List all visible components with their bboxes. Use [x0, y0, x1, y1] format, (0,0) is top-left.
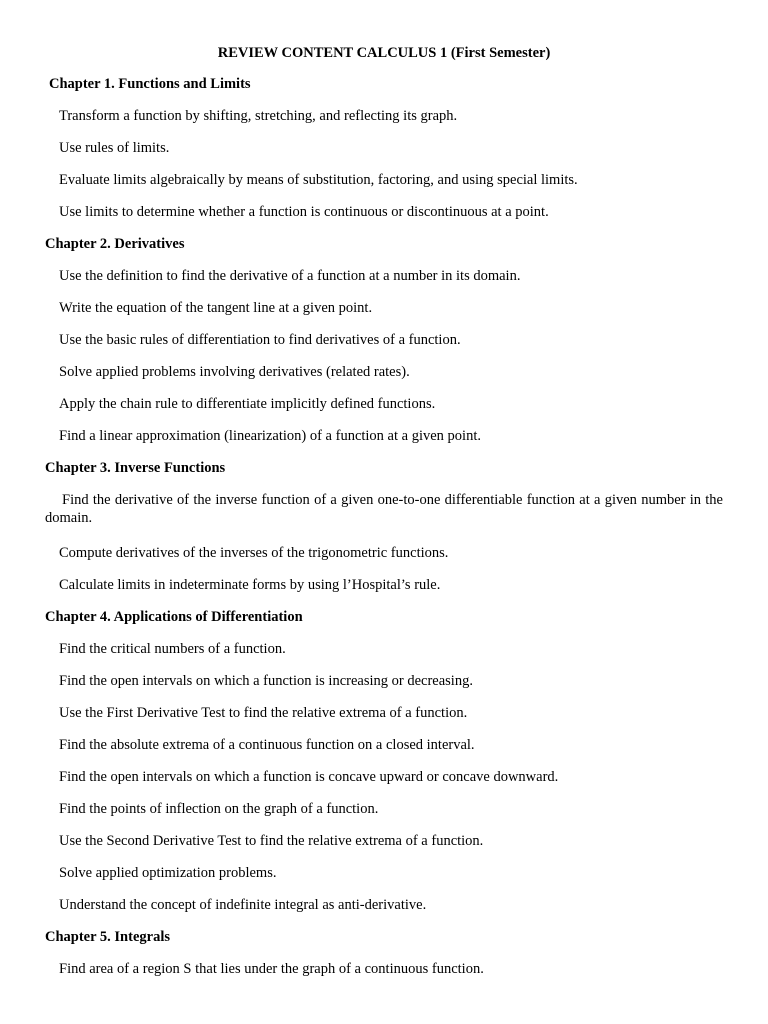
chapter-4-item: Solve applied optimization problems.: [59, 865, 277, 881]
chapter-4-item: Use the Second Derivative Test to find the relative extrema of a function.: [59, 833, 484, 849]
chapter-1-heading: Chapter 1. Functions and Limits: [49, 76, 251, 92]
chapter-4-item: Find the absolute extrema of a continuous function on a closed interval.: [59, 737, 475, 753]
chapter-4-item: Understand the concept of indefinite integral as anti-derivative.: [59, 897, 427, 913]
chapter-4-item: Find the points of inflection on the graph of a function.: [59, 801, 379, 817]
chapter-2-item: Use the basic rules of differentiation to find derivatives of a function.: [59, 332, 461, 348]
chapter-1-item: Evaluate limits algebraically by means of substitution, factoring, and using special limits.: [59, 172, 578, 188]
chapter-5-item: Find area of a region S that lies under the graph of a continuous function.: [59, 961, 484, 977]
chapter-1-item: Use rules of limits.: [59, 140, 170, 156]
chapter-3-item: Compute derivatives of the inverses of the trigonometric functions.: [59, 545, 449, 561]
chapter-4-item: Find the critical numbers of a function.: [59, 641, 286, 657]
chapter-4-item: Use the First Derivative Test to find the relative extrema of a function.: [59, 705, 468, 721]
chapter-1-item: Transform a function by shifting, stretching, and reflecting its graph.: [59, 108, 458, 124]
chapter-4-item: Find the open intervals on which a function is increasing or decreasing.: [59, 673, 473, 689]
chapter-4-item: Find the open intervals on which a function is concave upward or concave downward.: [59, 769, 559, 785]
chapter-2-item: Apply the chain rule to differentiate implicitly defined functions.: [59, 396, 436, 412]
chapter-2-heading: Chapter 2. Derivatives: [45, 236, 185, 252]
chapter-1-item: Use limits to determine whether a function is continuous or discontinuous at a point.: [59, 204, 549, 220]
chapter-2-item: Use the definition to find the derivative of a function at a number in its domain.: [59, 268, 521, 284]
chapter-5-heading: Chapter 5. Integrals: [45, 929, 170, 945]
chapter-3-heading: Chapter 3. Inverse Functions: [45, 460, 226, 476]
chapter-2-item: Write the equation of the tangent line at a given point.: [59, 300, 373, 316]
chapter-3-item: Calculate limits in indeterminate forms by using l’Hospital’s rule.: [59, 577, 441, 593]
chapter-4-heading: Chapter 4. Applications of Differentiation: [45, 609, 303, 625]
document-title: REVIEW CONTENT CALCULUS 1 (First Semester): [217, 45, 551, 61]
chapter-2-item: Find a linear approximation (linearization) of a function at a given point.: [59, 428, 481, 444]
chapter-2-item: Solve applied problems involving derivatives (related rates).: [59, 364, 410, 380]
chapter-3-item: Find the derivative of the inverse function of a given one-to-one differentiable function at a given number in the domain.: [45, 492, 723, 526]
